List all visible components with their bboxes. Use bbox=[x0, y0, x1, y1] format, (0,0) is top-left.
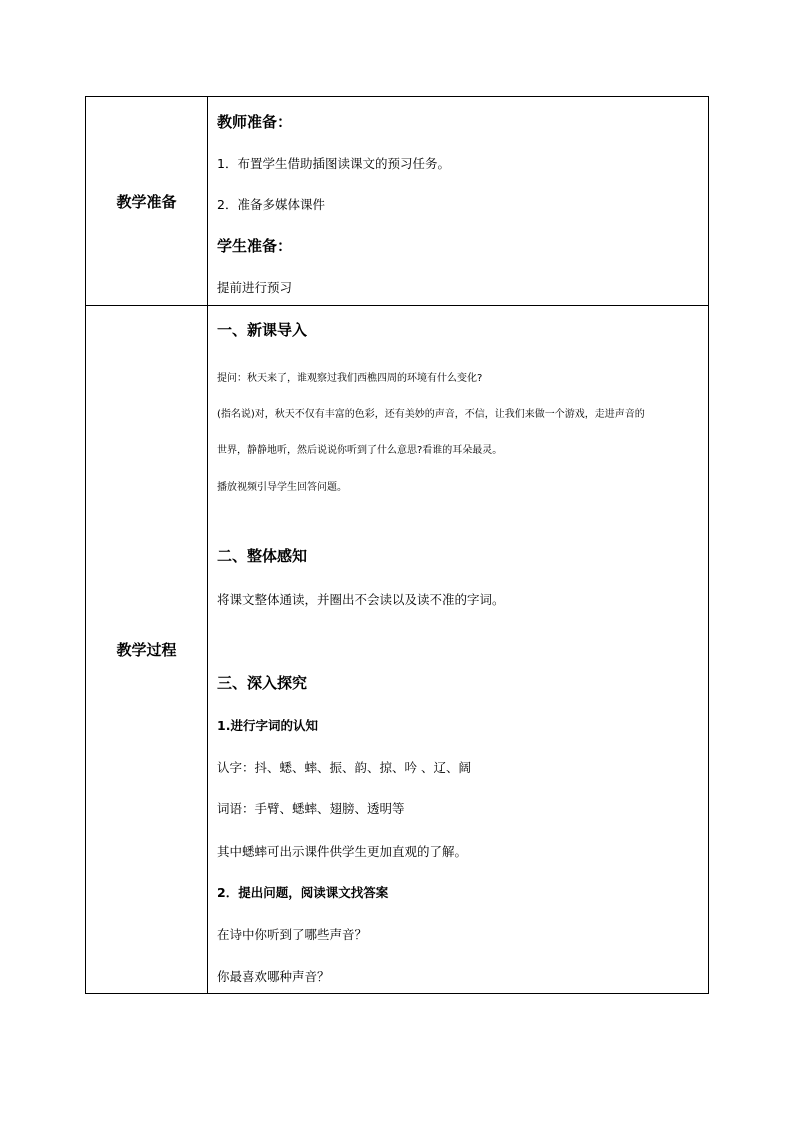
section-1-heading: 一、新课导入 bbox=[217, 321, 308, 339]
section-2-heading: 二、整体感知 bbox=[217, 547, 308, 565]
section-3-characters: 认字：抖、蟋、蟀、振、韵、掠、吟 、辽、阔 bbox=[217, 760, 471, 775]
section-3-question-2: 你最喜欢哪种声音？ bbox=[217, 969, 330, 984]
student-prep-heading: 学生准备： bbox=[217, 237, 293, 255]
section-3-words: 词语：手臂、蟋蟀、翅膀、透明等 bbox=[217, 801, 405, 816]
section-3-heading: 三、深入探究 bbox=[217, 674, 308, 692]
section-3-subheading-2: 2．提出问题，阅读课文找答案 bbox=[217, 885, 389, 900]
section-1-paragraph-line-1: (指名说)对，秋天不仅有丰富的色彩，还有美妙的声音，不信，让我们来做一个游戏，走进声音的 bbox=[217, 409, 645, 420]
teaching-prep-label: 教学准备 bbox=[86, 97, 208, 306]
section-1-question: 提问：秋天来了，谁观察过我们西樵四周的环境有什么变化? bbox=[217, 373, 483, 384]
teaching-prep-row bbox=[86, 97, 709, 306]
teaching-prep-content bbox=[208, 97, 709, 306]
section-3-question-1: 在诗中你听到了哪些声音？ bbox=[217, 927, 368, 942]
teaching-process-row bbox=[86, 306, 709, 994]
teaching-process-label: 教学过程 bbox=[86, 306, 208, 994]
section-3-subheading-1: 1.进行字词的认知 bbox=[217, 718, 318, 733]
teacher-prep-item-1: 1．布置学生借助插图读课文的预习任务。 bbox=[217, 156, 450, 171]
section-1-paragraph-line-2: 世界，静静地听，然后说说你听到了什么意思?看谁的耳朵最灵。 bbox=[217, 445, 503, 456]
teacher-prep-item-2: 2．准备多媒体课件 bbox=[217, 197, 325, 212]
student-prep-text: 提前进行预习 bbox=[217, 280, 293, 295]
section-1-video-note: 播放视频引导学生回答问题。 bbox=[217, 482, 347, 493]
teaching-process-content bbox=[208, 306, 709, 994]
teacher-prep-heading: 教师准备： bbox=[217, 113, 293, 131]
lesson-plan-table bbox=[85, 96, 709, 994]
section-3-note: 其中蟋蟀可出示课件供学生更加直观的了解。 bbox=[217, 844, 468, 859]
section-2-text: 将课文整体通读，并圈出不会读以及读不准的字词。 bbox=[217, 592, 505, 607]
